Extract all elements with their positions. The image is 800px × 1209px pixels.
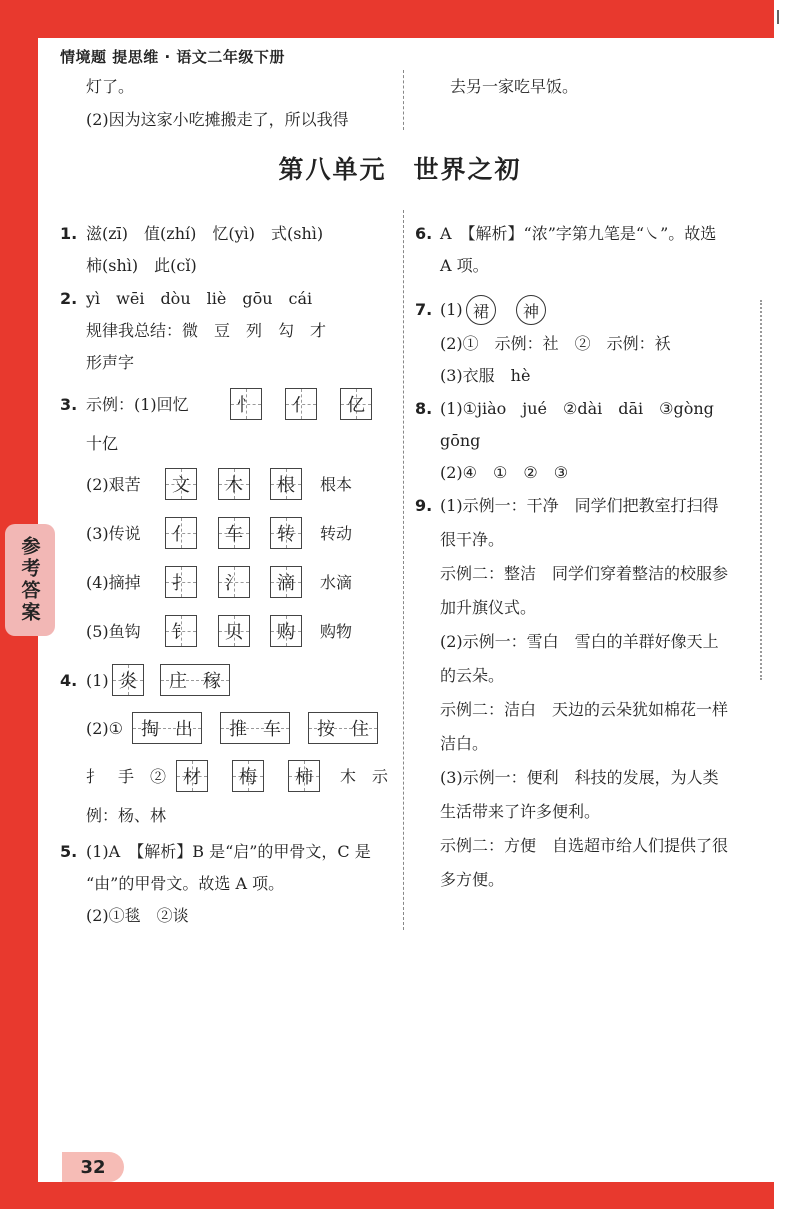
top-line-2: (2)因为这家小吃摊搬走了，所以我得 [86, 110, 349, 129]
word-box: 按 住 [308, 712, 378, 744]
char-box: 扌 [165, 566, 197, 598]
char-box: 亻 [165, 517, 197, 549]
top-line-3: 去另一家吃早饭。 [450, 77, 579, 96]
page-number: 32 [62, 1152, 124, 1182]
q3-row2-suffix: 根本 [320, 475, 353, 494]
q6-line-2: A 项。 [440, 256, 489, 275]
q9-line: 示例二：方便 自选超市给人们提供了很 [440, 836, 729, 855]
q9-line: 示例二：洁白 天边的云朵犹如棉花一样 [440, 700, 729, 719]
q1-line-1: 滋(zī) 值(zhí) 忆(yì) 式(shì) [86, 224, 324, 243]
answer-key-label: 参考答案 [18, 536, 41, 624]
q7-number: 7. [415, 300, 433, 319]
q8-line-3: (2)④ ① ② ③ [440, 463, 569, 482]
q6-line-1: A 【解析】“浓”字第九笔是“㇏”。故选 [440, 224, 717, 243]
char-box: 转 [270, 517, 302, 549]
q7-part1-label: (1) [440, 300, 463, 319]
q7-line-2: (2)① 示例：社 ② 示例：袄 [440, 334, 671, 353]
q3-row5-prefix: (5)鱼钩 [86, 622, 141, 641]
q9-line: 生活带来了许多便利。 [440, 802, 601, 821]
word-box: 庄 稼 [160, 664, 230, 696]
char-box: 炎 [112, 664, 144, 696]
char-box: 亻 [285, 388, 317, 420]
circled-char: 神 [516, 295, 546, 325]
char-box: 贝 [218, 615, 250, 647]
q4-part1-label: (1) [86, 671, 109, 690]
char-box: 柿 [288, 760, 320, 792]
q4-row4: 例：杨、林 [86, 806, 167, 825]
q9-line: (2)示例一：雪白 雪白的羊群好像天上 [440, 632, 719, 651]
q3-row3-suffix: 转动 [320, 524, 353, 543]
q4-part2-label: (2)① [86, 719, 124, 738]
q5-line-1: (1)A 【解析】B 是“启”的甲骨文，C 是 [86, 842, 371, 861]
q8-number: 8. [415, 399, 433, 418]
char-box: 忄 [230, 388, 262, 420]
q4-row3-prefix: 扌 手 ② [86, 767, 167, 786]
edge-dots [760, 300, 762, 680]
red-frame-bottom [0, 1182, 800, 1209]
red-frame-top [0, 0, 800, 38]
char-box: 氵 [218, 566, 250, 598]
q3-row5-suffix: 购物 [320, 622, 353, 641]
q5-line-3: (2)①毯 ②谈 [86, 906, 189, 925]
q8-line-2: gōng [440, 431, 481, 450]
q9-line: 示例二：整洁 同学们穿着整洁的校服参 [440, 564, 729, 583]
q3-row3-prefix: (3)传说 [86, 524, 141, 543]
q6-number: 6. [415, 224, 433, 243]
q1-number: 1. [60, 224, 78, 243]
q3-row4-prefix: (4)摘掉 [86, 573, 141, 592]
q3-row1-prefix: 示例：(1)回忆 [86, 395, 189, 414]
q2-line-2: 规律我总结：微 豆 列 勾 才 [86, 321, 327, 340]
answer-key-tab [5, 524, 55, 636]
q9-line: 加升旗仪式。 [440, 598, 537, 617]
q9-line: 多方便。 [440, 870, 505, 889]
char-box: 车 [218, 517, 250, 549]
column-divider [403, 210, 404, 930]
word-box: 推 车 [220, 712, 290, 744]
q9-line: 洁白。 [440, 734, 489, 753]
char-box: 根 [270, 468, 302, 500]
edge-mark [777, 10, 783, 24]
q2-line-3: 形声字 [86, 353, 135, 372]
column-divider-top [403, 70, 404, 130]
char-box: 文 [165, 468, 197, 500]
q3-number: 3. [60, 395, 78, 414]
page-paper [38, 38, 800, 1182]
q3-row2-prefix: (2)艰苦 [86, 475, 141, 494]
circled-char: 裙 [466, 295, 496, 325]
q9-line: (1)示例一：干净 同学们把教室打扫得 [440, 496, 719, 515]
q9-line: (3)示例一：便利 科技的发展，为人类 [440, 768, 719, 787]
q2-number: 2. [60, 289, 78, 308]
char-box: 购 [270, 615, 302, 647]
q8-line-1: (1)①jiào jué ②dài dāi ③gòng [440, 399, 714, 418]
q5-number: 5. [60, 842, 78, 861]
word-box: 掏 出 [132, 712, 202, 744]
q4-row3-suffix: 木 示 [340, 767, 389, 786]
q7-line-3: (3)衣服 hè [440, 366, 531, 385]
q9-line: 的云朵。 [440, 666, 505, 685]
q9-line: 很干净。 [440, 530, 505, 549]
q9-number: 9. [415, 496, 433, 515]
char-box: 钅 [165, 615, 197, 647]
q4-number: 4. [60, 671, 78, 690]
char-box: 亿 [340, 388, 372, 420]
page-header: 情境题 提思维 · 语文二年级下册 [60, 48, 285, 66]
char-box: 材 [176, 760, 208, 792]
char-box: 滴 [270, 566, 302, 598]
q2-line-1: yì wēi dòu liè gōu cái [86, 289, 313, 308]
char-box: 梅 [232, 760, 264, 792]
q3-row1-suffix: 十亿 [86, 434, 119, 453]
q3-row4-suffix: 水滴 [320, 573, 353, 592]
top-line-1: 灯了。 [86, 77, 135, 96]
q1-line-2: 柿(shì) 此(cǐ) [86, 256, 197, 275]
char-box: 木 [218, 468, 250, 500]
q5-line-2: “由”的甲骨文。故选 A 项。 [86, 874, 285, 893]
unit-title: 第八单元 世界之初 [278, 155, 522, 184]
